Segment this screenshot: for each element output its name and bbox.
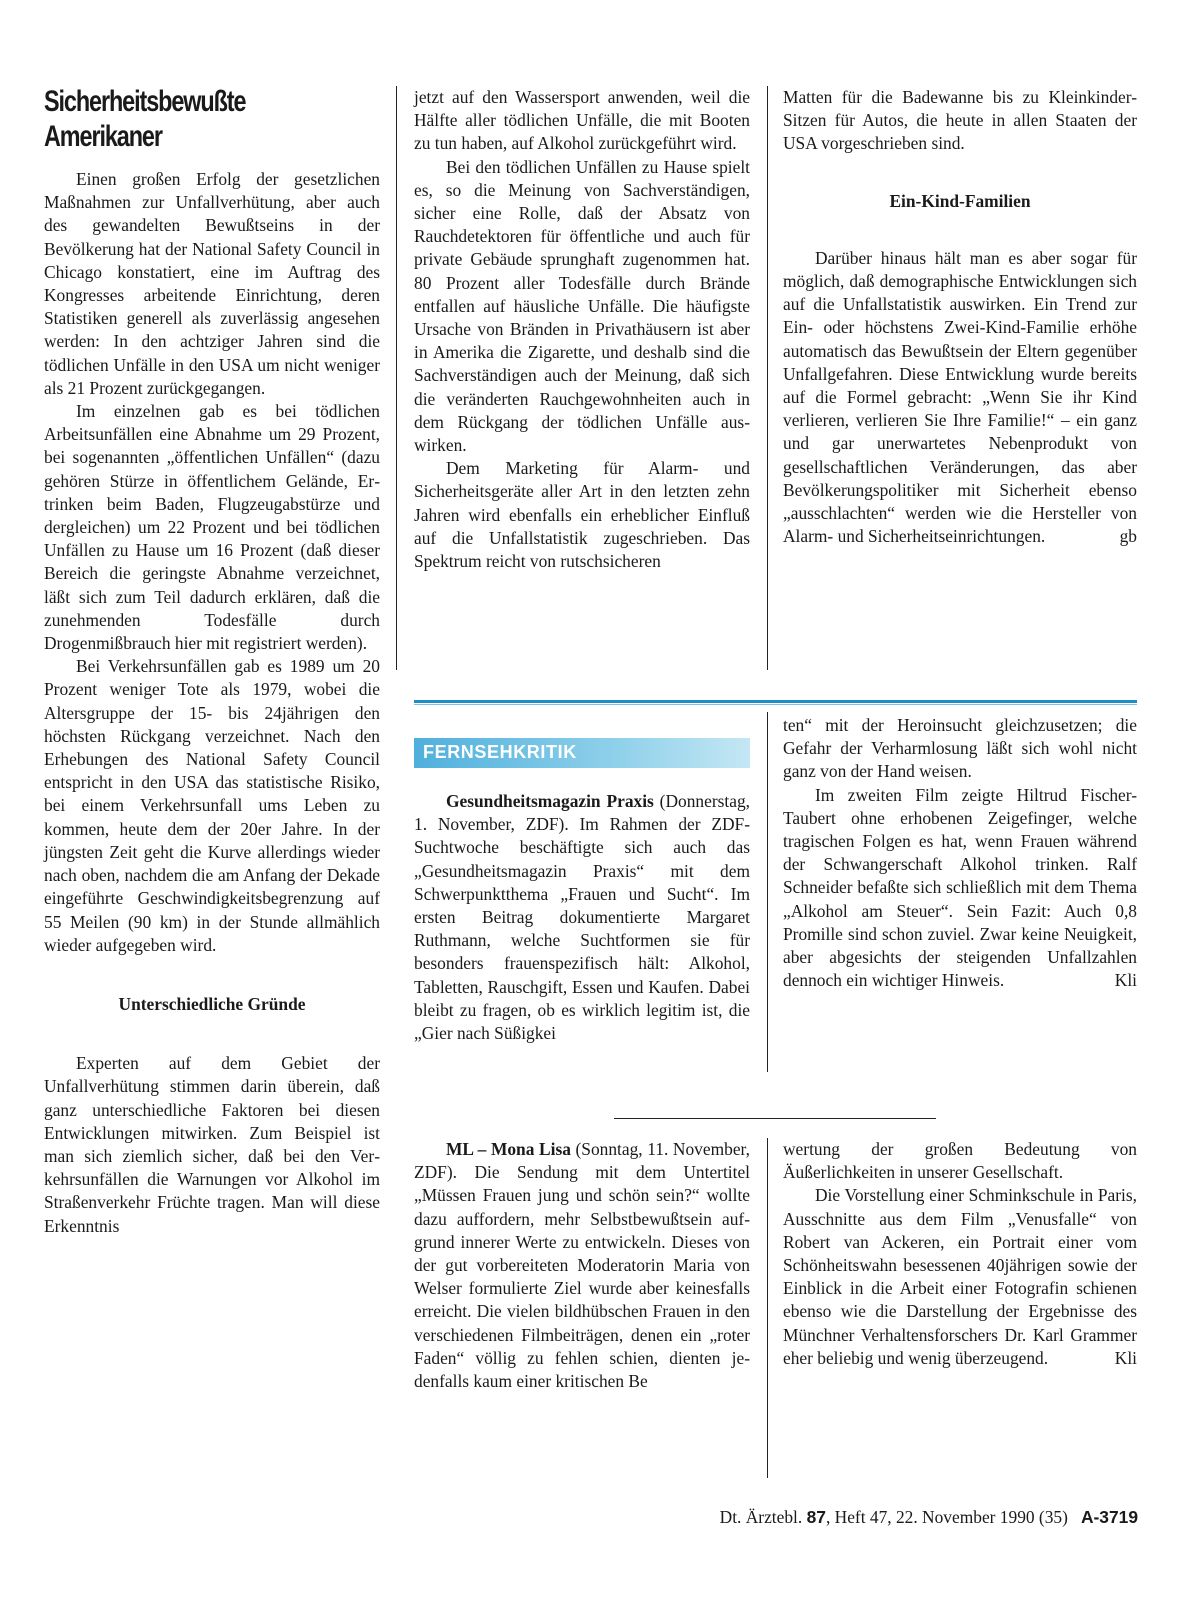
article-column-2 xyxy=(414,86,750,573)
article-column-3 xyxy=(783,86,1137,548)
paragraph: Im zweiten Film zeigte Hiltrud Fischer-Taubert ohne erhobenen Zeigefinger, welche tragischen Folgen es hat, wenn Frauen während der Schwangerschaft Alkohol trinken. Ralf Schneider befaßte sich schließlich mit dem Thema „Alkohol am Steuer“. Sein Fazit: Auch 0,8 Promille sind schon zuviel. Zwar keine Neuigkeit, aber abgesichts der steigenden Unfallzahlen dennoch ein wichtiger Hinweis. xyxy=(783,784,1137,991)
paragraph: Im einzelnen gab es bei tödlichen Arbeitsunfällen eine Abnahme um 29 Prozent, bei sogenannten „öffentlichen Unfällen“ (dazu gehören Stürze in öffentlichem Gelände, Ertrinken beim Baden, Flugzeugabstürze und dergleichen) um 22 Prozent und bei tödlichen Unfällen zu Hause um 16 Prozent (daß dieser Bereich die geringste Abnahme verzeichnet, läßt sich zum Teil dadurch erklären, daß die zunehmenden Todesfälle durch Drogenmißbrauch hier mit registriert werden). xyxy=(44,401,380,654)
article-headline xyxy=(44,84,294,154)
paragraph: jetzt auf den Wassersport anwenden, weil die Hälfte aller tödlichen Unfälle, die mit Booten zu tun haben, auf Alkohol zurückgeführt wird. xyxy=(414,87,750,154)
headline-line-1: Sicherheitsbewußte xyxy=(44,85,246,118)
paragraph: Bei Verkehrsunfällen gab es 1989 um 20 Prozent weniger Tote als 1979, wobei die Altersgruppe der 15- bis 24jährigen den höchsten Rückgang verzeichnet. Nach den Erhebungen des National Safety Council entspricht in den USA das statistische Risiko, bei einem Verkehrsunfall ums Leben zu kommen, heute dem der 20er Jahre. In der jüngsten Zeit geht die Kurve allerdings wieder nach oben, nachdem die am Anfang der Dekade eingeführte Geschwindigkeitsbegrenzung auf 55 Meilen (90 km) in der Stunde allmählich wieder aufgegeben wird. xyxy=(44,656,380,955)
review-2-paragraph xyxy=(414,1138,750,1393)
footer-issue: , Heft 47, 22. November 1990 (35) xyxy=(825,1507,1068,1527)
footer-journal: Dt. Ärztebl. xyxy=(719,1507,803,1527)
section-divider-light xyxy=(414,704,1137,705)
author-signature: Kli xyxy=(1114,970,1137,991)
review-2-text: (Sonntag, 11. November, ZDF). Die Sendung mit dem Untertitel „Müssen Frauen jung und schön sein?“ wollte dazu auffordern, mehr Selbstbewußtsein aufgrund innerer Werte zu entwickeln. Dieses von der gut vorbereiteten Moderatorin Maria von Welser formulierte Ziel wurde aber keinesfalls erreicht. Die vielen bildhübschen Frauen in den verschiedenen Filmbeiträgen, denen ein „roter Faden“ völlig zu fehlen schien, dienten jedenfalls kaum einer kritischen Be xyxy=(414,1139,750,1392)
paragraph: Matten für die Badewanne bis zu Kleinkinder-Sitzen für Autos, die heute in allen Staaten der USA vorgeschrieben sind. xyxy=(783,87,1137,154)
author-signature: gb xyxy=(1119,526,1137,547)
section-label-text: FERNSEHKRITIK xyxy=(423,742,577,762)
paragraph: Experten auf dem Gebiet der Unfallverhütung stimmen darin überein, daß ganz unterschiedliche Faktoren bei diesen Entwicklungen mitwirken. Zum Beispiel ist man sich ziemlich sicher, daß bei den Verkehrsunfällen die Warnungen vor Alkohol im Straßenverkehr Früchte tragen. Man will diese Erkenntnis xyxy=(44,1053,380,1236)
author-signature: Kli xyxy=(1114,1347,1137,1368)
review-1-column-a xyxy=(414,790,750,1045)
section-subheading: Unterschiedliche Gründe xyxy=(118,993,306,1014)
paragraph: Darüber hinaus hält man es aber sogar für möglich, daß demographische Entwicklungen sich auf die Unfallstatistik auswirken. Ein Trend zur Ein- oder höchstens Zwei-Kind-Familie erhöhe automatisch das Bewußtsein der Eltern gegenüber Unfallgefahren. Diese Entwicklung wurde bereits auf die Formel gebracht: „Wenn Sie ihr Kind verlieren, verlieren Sie Ihre Familie!“ – ein ganz und gar unerwartetes Nebenprodukt von gesellschaftlichen Veränderungen, das aber Bevölkerungspolitiker mit Sicherheit ebenso „ausschlachten“ werden wie die Hersteller von Alarm- und Sicherheitseinrichtungen. xyxy=(783,247,1137,547)
review-1-text: (Donnerstag, 1. November, ZDF). Im Rahmen der ZDF-Suchtwoche beschäftigte sich auch das „Gesundheitsmagazin Praxis“ mit dem Schwerpunktthema „Frauen und Sucht“. Im ersten Beitrag dokumentierte Margaret Ruthmann, welche Suchtformen sie für besonders frauenspezifisch hält: Alkohol, Tabletten, Rauschgift, Essen und Kaufen. Dabei bleibt zu fragen, ob es wirklich legitim ist, die „Gier nach Süßigkei xyxy=(414,791,750,1044)
section-label xyxy=(414,738,750,768)
headline-line-2: Amerikaner xyxy=(44,120,162,153)
article-column-1 xyxy=(44,168,380,1238)
review-2-column-a xyxy=(414,1138,750,1393)
column-rule xyxy=(396,86,397,670)
paragraph: Einen großen Erfolg der gesetzlichen Maßnahmen zur Unfallverhütung, aber auch des gewandelten Bewußtseins in der Bevölkerung hat der National Safety Council in Chicago konstatiert, eine im Auftrag des Kongresses arbeitende Einrichtung, deren Statistiken generell als zuverlässig angesehen werden: In den achtziger Jahren sind die tödlichen Unfälle in den USA um nicht weniger als 21 Prozent zurückgegangen. xyxy=(44,169,380,398)
review-1-title: Gesundheitsmagazin Praxis xyxy=(446,791,654,811)
footer-volume: 87 xyxy=(806,1507,826,1527)
section-divider xyxy=(414,700,1137,703)
column-rule xyxy=(767,712,768,1072)
paragraph: Bei den tödlichen Unfällen zu Hause spielt es, so die Meinung von Sachverständigen, sicher eine Rolle, daß der Absatz von Rauchdetektoren für öffentliche und auch für private Gebäude sprunghaft zugenommen hat. 80 Prozent aller Todesfälle durch Brände entfallen auf häusliche Unfälle. Die häufigste Ursache von Bränden in Privathäusern ist aber in Amerika die Zigarette, und deshalb sind die Sachverständigen auch der Meinung, daß sich die veränderten Rauchgewohnheiten auch in dem Rückgang der tödlichen Unfälle auswirken. xyxy=(414,156,750,456)
paragraph: ten“ mit der Heroinsucht gleichzusetzen; die Gefahr der Verharmlosung läßt sich wohl nicht ganz von der Hand weisen. xyxy=(783,715,1137,782)
review-separator xyxy=(614,1118,936,1119)
paragraph: Dem Marketing für Alarm- und Sicherheitsgeräte aller Art in den letzten zehn Jahren wird ebenfalls ein erheblicher Einfluß auf die Unfallstatistik zugeschrieben. Das Spektrum reicht von rutschsicheren xyxy=(414,458,750,572)
review-2-column-b xyxy=(783,1138,1137,1370)
column-rule xyxy=(767,1138,768,1478)
review-1-column-b xyxy=(783,714,1137,992)
page-footer xyxy=(720,1506,1138,1529)
footer-page: A-3719 xyxy=(1080,1507,1138,1527)
section-subheading: Ein-Kind-Familien xyxy=(889,190,1031,211)
paragraph: Die Vorstellung einer Schminkschule in Paris, Ausschnitte aus dem Film „Venusfalle“ von Robert van Ackeren, ein Portrait einer vom Schönheitswahn besessenen 40jährigen sowie der Einblick in die Arbeit einer Fotografin schienen ebenso wie die Darstellung der Ergebnisse des Münchner Verhaltensforschers Dr. Karl Grammer eher beliebig und wenig überzeugend. xyxy=(783,1185,1137,1368)
column-rule xyxy=(767,86,768,670)
paragraph: wertung der großen Bedeutung von Äußerlichkeiten in unserer Gesellschaft. xyxy=(783,1139,1137,1183)
review-2-title: ML – Mona Lisa xyxy=(446,1139,571,1159)
review-1-paragraph xyxy=(414,790,750,1045)
